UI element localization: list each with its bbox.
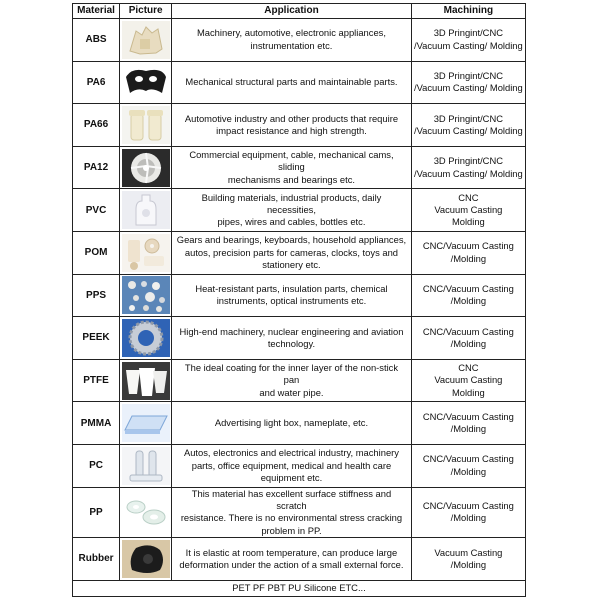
application-line: pipes, wires and cables, bottles etc.	[217, 216, 366, 228]
machining-cell	[411, 146, 525, 189]
application-line: instruments, optical instruments etc.	[216, 295, 367, 307]
application-cell	[172, 61, 412, 104]
application-line: Automotive industry and other products that require	[184, 112, 399, 124]
application-cell	[172, 402, 412, 445]
application-line: autos, precision parts for cameras, clocks, toys and	[184, 246, 399, 258]
material-picture	[120, 189, 172, 232]
machining-line: 3D Pringint/CNC	[433, 112, 503, 124]
application-cell	[172, 231, 412, 274]
material-name: POM	[73, 231, 120, 274]
material-picture	[120, 444, 172, 487]
material-picture	[120, 274, 172, 317]
machining-cell	[411, 444, 525, 487]
application-line: deformation under the action of a small external force.	[179, 558, 404, 570]
pvc-part-image	[122, 191, 170, 229]
application-line: stationery etc.	[262, 258, 321, 270]
machining-line: 3D Pringint/CNC	[433, 69, 503, 81]
machining-line: /Vacuum Casting/ Molding	[413, 124, 523, 136]
machining-line: CNC/Vacuum Casting	[422, 282, 514, 294]
application-cell	[172, 274, 412, 317]
machining-line: 3D Pringint/CNC	[433, 155, 503, 167]
application-line: technology.	[267, 337, 316, 349]
material-picture	[120, 402, 172, 445]
machining-line: /Molding	[450, 512, 487, 524]
material-name: PPS	[73, 274, 120, 317]
table-row	[73, 359, 526, 402]
material-name: Rubber	[73, 538, 120, 581]
machining-cell	[411, 104, 525, 147]
application-line: High-end machinery, nuclear engineering and aviation	[179, 325, 404, 337]
machining-cell	[411, 274, 525, 317]
material-name: PMMA	[73, 402, 120, 445]
material-name: PA6	[73, 61, 120, 104]
material-picture	[120, 146, 172, 189]
machining-line: CNC/Vacuum Casting	[422, 410, 514, 422]
pmma-part-image	[122, 404, 170, 442]
material-picture	[120, 19, 172, 62]
machining-line: Molding	[451, 216, 485, 228]
application-line: Commercial equipment, cable, mechanical cams, sliding	[189, 148, 394, 173]
pp-part-image	[122, 493, 170, 531]
machining-line: Molding	[451, 386, 485, 398]
header-row	[73, 4, 526, 19]
machining-line: /Vacuum Casting/ Molding	[413, 167, 523, 179]
material-picture	[120, 317, 172, 360]
rubber-part-image	[122, 540, 170, 578]
application-line: parts, office equipment, medical and health care	[191, 459, 392, 471]
machining-line: /Molding	[450, 337, 487, 349]
material-name: PTFE	[73, 359, 120, 402]
application-line: impact resistance and high strength.	[216, 124, 367, 136]
machining-line: /Vacuum Casting/ Molding	[413, 39, 523, 51]
machining-line: CNC	[458, 191, 479, 203]
table-row	[73, 274, 526, 317]
machining-cell	[411, 402, 525, 445]
table-row	[73, 61, 526, 104]
pa6-part-image	[122, 63, 170, 101]
material-name: PA66	[73, 104, 120, 147]
application-line: problem in PP.	[261, 524, 322, 536]
pc-part-image	[122, 447, 170, 485]
application-cell	[172, 444, 412, 487]
material-name: PC	[73, 444, 120, 487]
machining-cell	[411, 359, 525, 402]
material-name: PVC	[73, 189, 120, 232]
application-cell	[172, 317, 412, 360]
application-cell	[172, 487, 412, 538]
machining-line: CNC/Vacuum Casting	[422, 453, 514, 465]
application-line: Heat-resistant parts, insulation parts, chemical	[195, 282, 388, 294]
header-picture: Picture	[120, 4, 172, 19]
application-cell	[172, 538, 412, 581]
application-line: Mechanical structural parts and maintainable parts.	[185, 76, 398, 88]
application-cell	[172, 359, 412, 402]
material-name: ABS	[73, 19, 120, 62]
ptfe-part-image	[122, 362, 170, 400]
application-line: Advertising light box, nameplate, etc.	[214, 416, 369, 428]
machining-line: Vacuum Casting	[434, 203, 503, 215]
machining-line: /Molding	[450, 423, 487, 435]
machining-line: CNC	[458, 361, 479, 373]
machining-cell	[411, 189, 525, 232]
machining-cell	[411, 19, 525, 62]
pa66-part-image	[122, 106, 170, 144]
pps-part-image	[122, 276, 170, 314]
machining-line: /Vacuum Casting/ Molding	[413, 82, 523, 94]
machining-line: Vacuum Casting	[434, 546, 503, 558]
header-machining: Machining	[411, 4, 525, 19]
application-line: It is elastic at room temperature, can produce large	[185, 546, 398, 558]
application-line: mechanisms and bearings etc.	[227, 173, 356, 185]
application-cell	[172, 19, 412, 62]
abs-part-image	[122, 21, 170, 59]
application-line: resistance. There is no environmental stress cracking	[180, 512, 403, 524]
application-line: and water pipe.	[259, 386, 324, 398]
pa12-part-image	[122, 149, 170, 187]
machining-cell	[411, 317, 525, 360]
application-line: The ideal coating for the inner layer of the non-stick pan	[184, 361, 399, 386]
table-row	[73, 538, 526, 581]
materials-table	[72, 3, 526, 597]
machining-line: /Molding	[450, 252, 487, 264]
material-picture	[120, 104, 172, 147]
application-cell	[172, 146, 412, 189]
machining-line: CNC/Vacuum Casting	[422, 499, 514, 511]
material-picture	[120, 359, 172, 402]
machining-line: /Molding	[450, 295, 487, 307]
application-line: Autos, electronics and electrical industry, machinery	[183, 447, 399, 459]
application-line: instrumentation etc.	[250, 39, 333, 51]
material-name: PEEK	[73, 317, 120, 360]
table-row	[73, 444, 526, 487]
pom-part-image	[122, 234, 170, 272]
other-materials-note: PET PF PBT PU Silicone ETC...	[73, 580, 526, 596]
machining-line: CNC/Vacuum Casting	[422, 325, 514, 337]
material-name: PA12	[73, 146, 120, 189]
table-row	[73, 146, 526, 189]
machining-line: CNC/Vacuum Casting	[422, 240, 514, 252]
machining-cell	[411, 61, 525, 104]
machining-line: /Molding	[450, 558, 487, 570]
material-picture	[120, 61, 172, 104]
material-name: PP	[73, 487, 120, 538]
table-row	[73, 104, 526, 147]
material-picture	[120, 231, 172, 274]
application-line: Machinery, automotive, electronic appliances,	[196, 27, 386, 39]
machining-line: Vacuum Casting	[434, 374, 503, 386]
application-line: Gears and bearings, keyboards, household appliances,	[176, 234, 407, 246]
table-row	[73, 487, 526, 538]
table-row	[73, 19, 526, 62]
peek-part-image	[122, 319, 170, 357]
table-row	[73, 231, 526, 274]
machining-line: /Molding	[450, 465, 487, 477]
material-picture	[120, 487, 172, 538]
application-line: equipment etc.	[260, 471, 323, 483]
machining-cell	[411, 538, 525, 581]
table-row	[73, 402, 526, 445]
header-application: Application	[172, 4, 412, 19]
material-picture	[120, 538, 172, 581]
machining-cell	[411, 231, 525, 274]
table-body	[73, 19, 526, 597]
application-line: This material has excellent surface stiffness and scratch	[191, 487, 392, 511]
application-line: Building materials, industrial products, daily necessities,	[201, 191, 382, 215]
table-row	[73, 189, 526, 232]
application-cell	[172, 189, 412, 232]
machining-line: 3D Pringint/CNC	[433, 27, 503, 39]
application-cell	[172, 104, 412, 147]
table-row	[73, 317, 526, 360]
header-material: Material	[73, 4, 120, 19]
machining-cell	[411, 487, 525, 538]
footer-row	[73, 580, 526, 596]
